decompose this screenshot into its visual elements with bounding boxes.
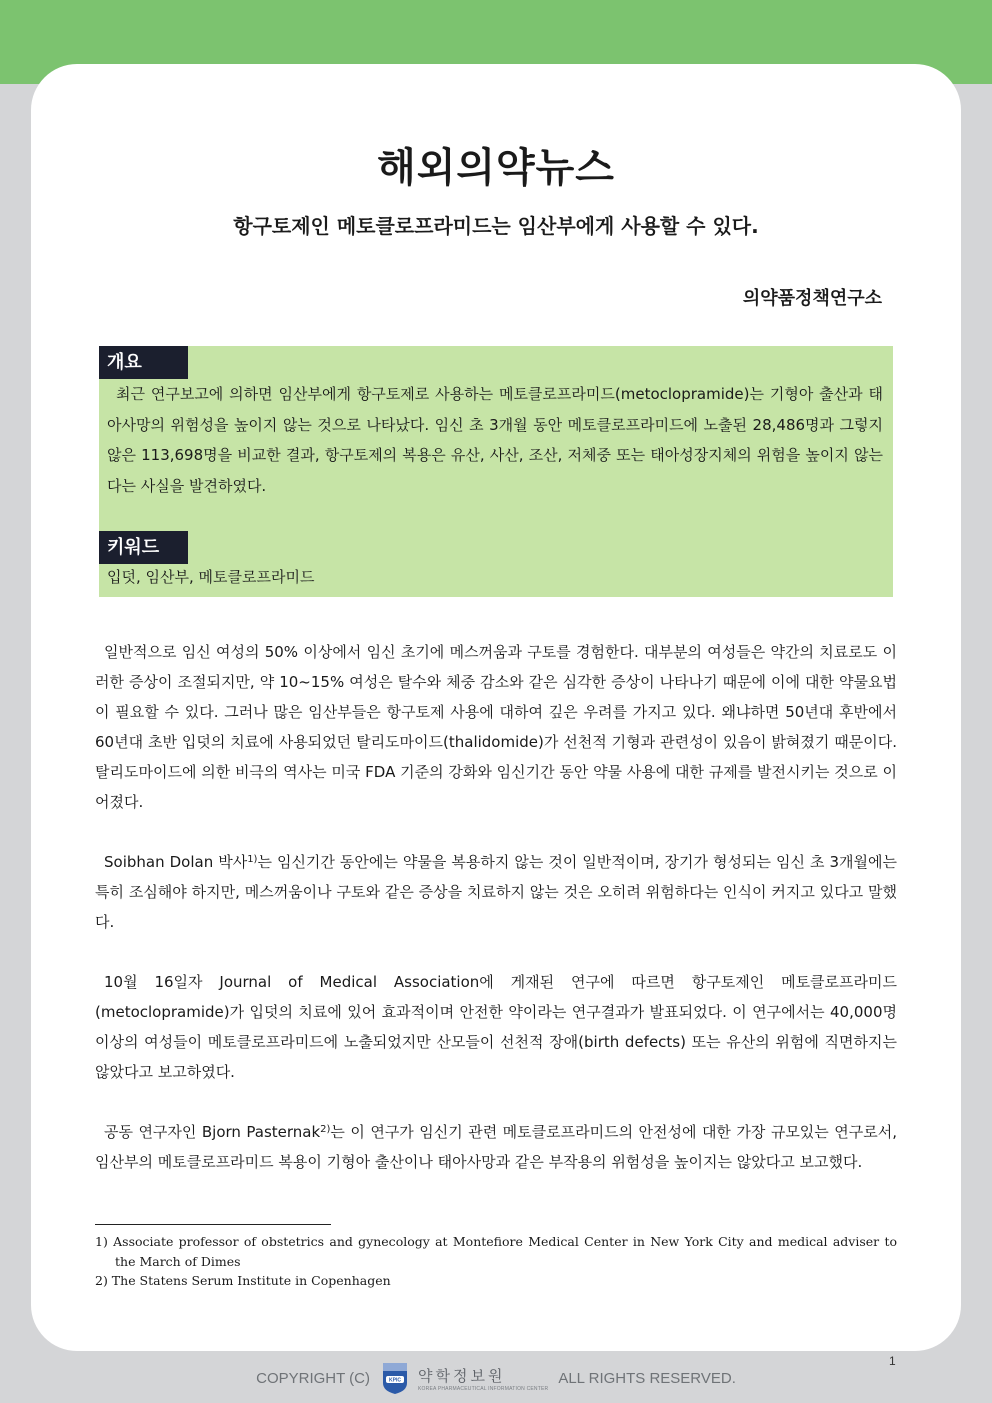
kpic-emblem-icon [380, 1361, 410, 1395]
overview-label: 개요 [99, 346, 188, 379]
footnote-2: 2) The Statens Serum Institute in Copenhagen [95, 1273, 391, 1288]
keyword-label: 키워드 [99, 531, 188, 564]
logo-badge-text: KPIC [389, 1377, 401, 1384]
paragraph-3: 10월 16일자 Journal of Medical Association에 게재된 연구에 따르면 항구토제인 메토클로프라미드(metoclopramide)가 입덧의 치료에 있어 효과적이며 안전한 약이라는 연구결과가 발표되었다. 이 연구에서는 40,000명 이상의 여성들이 메토클로프라미드에 노출되었지만 산모들이 선천적 장애(birth defects) 또는 유산의 위험에 직면하지는 않았다고 보고하였다. [95, 973, 897, 1081]
paragraph-2-rest: 는 임신기간 동안에는 약물을 복용하지 않는 것이 일반적이며, 장기가 형성되는 임신 초 3개월에는 특히 조심해야 하지만, 메스꺼움이나 구토와 같은 증상을 치료하지 않는 것은 오히려 위험하다는 인식이 커지고 있다고 말했다. [95, 853, 897, 931]
paragraph-2-start: Soibhan Dolan 박사 [104, 853, 248, 871]
logo-name: 약학정보원 [418, 1367, 506, 1385]
footnote-ref-1[interactable]: 1) [247, 854, 258, 865]
paragraph-4-start: 공동 연구자인 Bjorn Pasternak [104, 1123, 321, 1141]
footer [0, 1358, 992, 1398]
page-number: 1 [889, 1354, 896, 1368]
paragraph-4 [95, 1117, 897, 1177]
copyright-text: COPYRIGHT (C) [256, 1369, 371, 1387]
kpic-logo [380, 1361, 548, 1395]
paragraph-2 [95, 847, 897, 937]
rights-text: ALL RIGHTS RESERVED. [558, 1369, 736, 1387]
organization-name: 의약품정책연구소 [742, 288, 882, 309]
summary-box [99, 346, 893, 597]
footnote-1: 1) Associate professor of obstetrics and gynecology at Montefiore Medical Center in New York City and medical adviser to the March of Dimes [95, 1234, 897, 1269]
footnotes [95, 1232, 897, 1291]
logo-subtitle: KOREA PHARMACEUTICAL INFORMATION CENTER [418, 1385, 549, 1392]
footnote-divider [95, 1224, 331, 1225]
paragraph-4-rest: 는 이 연구가 임신기 관련 메토클로프라미드의 안전성에 대한 가장 규모있는 연구로서, 임산부의 메토클로프라미드 복용이 기형아 출산이나 태아사망과 같은 부작용의 위험성을 높이지는 않았다고 보고했다. [95, 1123, 897, 1171]
footnote-ref-2[interactable]: 2) [320, 1124, 331, 1135]
overview-text: 최근 연구보고에 의하면 임산부에게 항구토제로 사용하는 메토클로프라미드(metoclopramide)는 기형아 출산과 태아사망의 위험성을 높이지 않는 것으로 나타났다. 임신 초 3개월 동안 메토클로프라미드에 노출된 28,486명과 그렇지 않은 113,698명을 비교한 결과, 항구토제의 복용은 유산, 사산, 조산, 저체중 또는 태아성장지체의 위험을 높이지 않는다는 사실을 발견하였다. [107, 385, 883, 495]
page-title: 해외의약뉴스 [377, 145, 615, 191]
keyword-text: 입덧, 임산부, 메토클로프라미드 [107, 568, 315, 586]
article-subtitle: 항구토제인 메토클로프라미드는 임산부에게 사용할 수 있다. [233, 214, 759, 238]
article-body [95, 637, 897, 1207]
paragraph-1: 일반적으로 임신 여성의 50% 이상에서 임신 초기에 메스꺼움과 구토를 경험한다. 대부분의 여성들은 약간의 치료로도 이러한 증상이 조절되지만, 약 10~15% 여성은 탈수와 체중 감소와 같은 심각한 증상이 나타나기 때문에 이에 대한 약물요법이 필요할 수 있다. 그러나 많은 임산부들은 항구토제 사용에 대하여 깊은 우려를 가지고 있다. 왜냐하면 50년대 후반에서 60년대 초반 입덧의 치료에 사용되었던 탈리도마이드(thalidomide)가 선천적 기형과 관련성이 있음이 밝혀졌기 때문이다. 탈리도마이드에 의한 비극의 역사는 미국 FDA 기준의 강화와 임신기간 동안 약물 사용에 대한 규제를 발전시키는 것으로 이어졌다. [95, 643, 897, 811]
